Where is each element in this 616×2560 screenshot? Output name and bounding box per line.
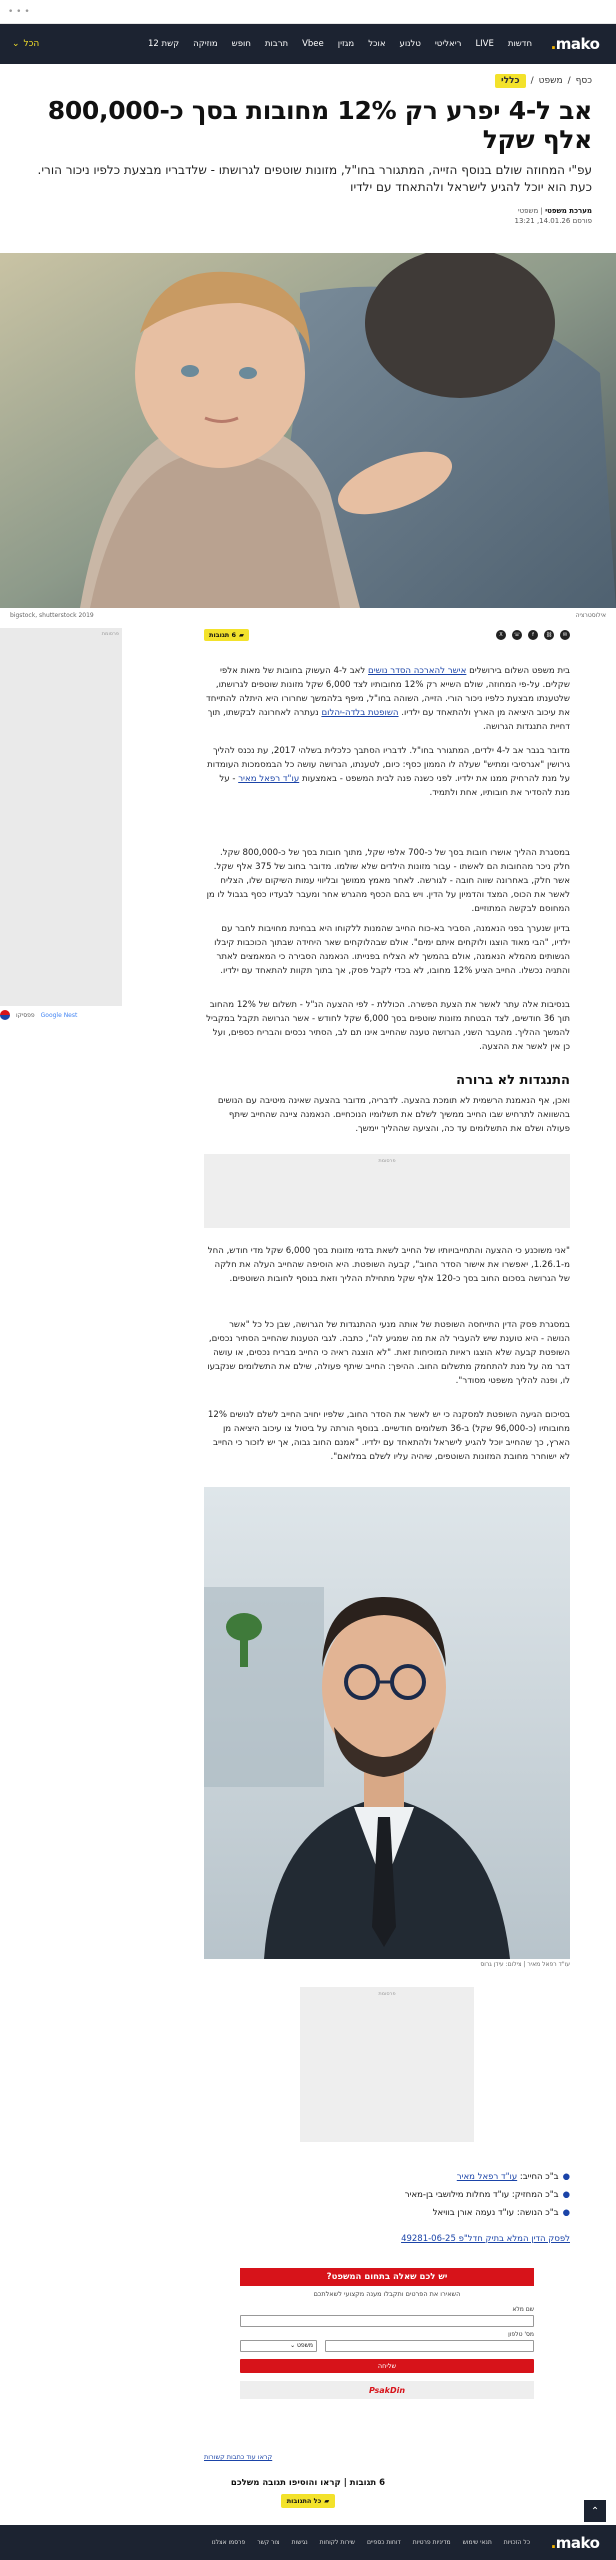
ad-brand-logos[interactable] <box>0 1010 77 1020</box>
counsel-line <box>204 2186 570 2204</box>
comment-bubble-icon: ▰ <box>324 2497 330 2505</box>
email-icon[interactable]: ✉ <box>560 630 570 640</box>
sidebar-ad[interactable] <box>0 628 122 1006</box>
nav-item[interactable]: מגזין <box>337 39 355 49</box>
menu-dots-icon[interactable]: • • • <box>8 6 30 17</box>
body-paragraph <box>204 744 570 800</box>
hero-caption <box>0 609 616 622</box>
name-field[interactable] <box>240 2315 534 2327</box>
facebook-icon[interactable]: f <box>528 630 538 640</box>
nav-item[interactable]: חדשות <box>507 39 532 49</box>
article-subtitle: עפ"י המחוזה שולם בנוסף הזייה, המתגורר בחו"ל, מזונות שוטפים לגרושתו - שלדבריו מבצעת כלפיו ניכור הורי. כעת הוא יוכל להגיע לישראל ולהתאחד עם ילדיו <box>37 163 592 194</box>
breadcrumb-sub[interactable]: משפט <box>538 76 563 86</box>
body-paragraph: "אני משוכנע כי ההצעה והתחייבויותיו של החייב לשאת בדמי מזונות בסך 6,000 שקל מדי חודש, החל מ-1.26.1, יאפשרו את אישור הסדר החוב", קבעה השופטת. היא הוסיפה שהחייב העלה את חלקה של הגרושה בסכום החוב בסך כ-120 אלף שקל מתחילת ההליך וזאת בנוסף לחובות השוטפים. <box>207 1246 570 1284</box>
nav-all-label: הכל <box>23 39 40 49</box>
photo2-caption-text: עו"ד רפאל מאיר <box>527 1961 570 1968</box>
paragraph-text: נעתרה לאחרונה לבקשתו, תוך דחיית התנגדות הגרושה. <box>207 708 570 732</box>
counsel-line <box>204 2204 570 2222</box>
pepsi-logo-icon <box>0 1010 10 1020</box>
inline-link[interactable]: עו"ד רפאל מאיר <box>238 774 300 784</box>
author-name[interactable]: מערכת משפטי <box>545 207 592 215</box>
share-icons <box>496 630 570 640</box>
counsel-link[interactable]: עו"ד רפאל מאיר <box>456 2172 518 2182</box>
counsel-prefix: ב"כ החייב: <box>517 2172 559 2182</box>
byline <box>0 196 616 226</box>
comment-bubble-icon: ▰ <box>239 631 245 639</box>
nav-all-menu[interactable] <box>12 39 39 49</box>
footer-logo[interactable]: mako . <box>550 2533 600 2552</box>
full-ruling-link[interactable]: לפסק הדין המלא בתיק חדל"פ 49281-06-25 <box>401 2234 570 2244</box>
breadcrumb-separator: / <box>567 76 571 86</box>
footer-link[interactable]: פרסמו אצלנו <box>211 2539 246 2546</box>
body-paragraph: במסגרת פסק הדין התייחסה השופטת של אותה מנעי ההתנגדות של הגרושה, שבן כל כל "אשר הנושה - היא טוענת שיש להעביר לה את מה שמגיע לה", כתבה. לגבי הטענות שהחייב הסתיר נכסים, השופטת קבעה שלא הוצגו ראיות המוכיחות זאת. "לא הוצגה ראיה כי החייב מבריח נכסים, או עושה דבר מה על מנת להתחמק מתשלום החוב. ההיפך: החייב שיתף פעולה, שילם את התשלומים שנקבעו לו, ופנה להליך משפטי מסודר". <box>207 1320 570 1386</box>
square-ad[interactable] <box>300 1987 474 2142</box>
nav-items <box>39 39 532 49</box>
ad-label: פרסומת <box>378 1991 396 1997</box>
ad-label: פרסומת <box>378 1158 396 1164</box>
area-select[interactable]: משפט ⌄ <box>240 2340 317 2352</box>
area-select-value: משפט <box>297 2342 313 2349</box>
article-title: אב ל-4 יפרע רק 12% מחובות בסך כ-800,000 אלף שקל <box>47 96 592 154</box>
inline-ad[interactable] <box>204 1154 570 1228</box>
photo2-credit: צילום: עידן גרוס <box>480 1961 522 1968</box>
nav-item[interactable]: Vbee <box>302 39 324 49</box>
comments-button[interactable] <box>204 629 249 641</box>
main-nav <box>0 24 616 64</box>
body-paragraph: ואכן, אף הנאמנת הרשמית לא תומכת בהצעה. לדבריה, מדובר בהצעה שאינה מיטיבה עם הנושים בהשוואה לתרחיש שבו החייב ממשיך לשלם את תשלומיו הנוכחיים. הנאמנה ציינה שהחייב שיתף פעולה ושלם את התשלומים עד כה, והציעה שההליך יימשך. <box>217 1096 570 1134</box>
share-row <box>204 628 570 642</box>
publish-date: פורסם 14.01.26, 13:21 <box>514 217 592 225</box>
nav-item[interactable]: מוזיקה <box>193 39 218 49</box>
comments-section <box>0 2478 616 2508</box>
chevron-down-icon: ⌄ <box>12 39 20 49</box>
breadcrumb-section[interactable]: כסף <box>575 76 592 86</box>
psakdin-logo-text: PsakDin <box>368 2385 406 2395</box>
body-paragraph: בסיכום הגיעה השופטת למסקנה כי יש לאשר את הסדר החוב, שלפיו יחויב החייב לשלם לנושים 12% מחובותיו (כ-96,000 שקל) ב-36 תשלומים חודשיים. בנוסף הורתה על ביטול צו עיכוב היציאה מן הארץ, כך שהחייב יוכל להגיע לישראל ולהתאחד עם ילדיו. "אמנם החוב גבוה, אך יש לזכור כי החייב לא ישוחרר מחובת המזונות השוטפים, שיהיה עליו לשלם במלואם". <box>207 1410 570 1462</box>
scroll-to-top-button[interactable] <box>584 2500 606 2522</box>
nav-item[interactable]: טלנוע <box>399 39 421 49</box>
breadcrumb <box>0 64 616 88</box>
name-label: שם מלא <box>512 2306 534 2313</box>
breadcrumb-separator: / <box>530 76 534 86</box>
all-comments-label: כל התגובות <box>286 2497 322 2505</box>
lawyer-photo <box>204 1487 570 1959</box>
submit-button[interactable]: שליחה <box>240 2359 534 2373</box>
counsel-text: ב"כ המחזיק: עו"ד מחלות מילושבי בן-מאיר <box>404 2190 559 2200</box>
nav-item[interactable]: אוכל <box>368 39 386 49</box>
comments-title: 6 תגובות | קראו והוסיפו תגובה משלכם <box>230 2478 386 2488</box>
footer-link[interactable]: צור קשר <box>257 2539 280 2546</box>
footer-link[interactable]: שירות לקוחות <box>319 2539 355 2546</box>
byline-separator: | <box>540 207 543 215</box>
paragraph-text: מדובר בגבר אב ל-4 ילדים, המתגורר בחו"ל. לדבריו הסתבך כלכלית בשלהי 2017, עת נכנס להליך גירושין "אגרסיבי ומתיש" שעלה לו הממון כסף: כיום, לטענתו, הגרושה עושה כל הבמסמכות העומדות על מנת להרחיק ממנו את ילדיו. לפני כשנה פנה לבית המשפט - באמצעות <box>207 746 570 784</box>
hero-credit: bigstock, shutterstock 2019 <box>10 612 94 619</box>
form-subtitle: השאירו את הפרטים ותקבלו מענה מקצועי לשאלתכם <box>313 2290 461 2298</box>
partner-name: משפטי <box>518 207 539 215</box>
footer-link[interactable]: מדיניות פרטיות <box>412 2539 451 2546</box>
breadcrumb-tag[interactable]: כללי <box>495 74 526 88</box>
legal-question-form <box>240 2268 534 2399</box>
nav-item[interactable]: LIVE <box>475 39 494 49</box>
all-comments-button[interactable] <box>281 2494 336 2508</box>
footer-link[interactable]: נגישות <box>291 2539 308 2546</box>
bullet-icon: ● <box>562 2172 570 2182</box>
footer-link[interactable]: כל הזכויות <box>503 2539 530 2546</box>
body-paragraph: בדיון שנערך בפני הנאמנה, הסביר בא-כוח החייב שהמנות ללקוחו היא בבחינת מחויבות לחבר עם ילדיו, "הבי מאוד הוצגו ולוקחים איתם ימים". אולם שבהלוקחים שאר היחידה שבתוך הכוכבות קיבלו הגשותים מהמלא הנאמנה, אולם בהמשך לא הצליח בפנייתו. הנאמנה הסבירה כי המאמצים לאתר והתניה נכשלו. החייב הציע 12% מחובו, לא בכדי לקבל פסק, אך בתוך תקוות להתאחד עם ילדיו. <box>214 924 570 976</box>
whatsapp-icon[interactable]: ☏ <box>513 632 521 638</box>
paragraph-text: בית משפט השלום בירושלים <box>466 666 570 676</box>
phone-label: מס' טלפון <box>508 2331 534 2338</box>
body-paragraph: במסגרת ההליך אושרו חובות בסך של כ-700 אלפי שקל, מתוך חובות בסך של כ-800,000 שקל. חלק ניכר מהחובות הם לאשתו - עבור מזונות הילדים שלא שולמו. מדובר בחוב של 375 אלף שקל. אשר חלק, באחרונה שווה חובה - לגורשה. לאחר מאמץ ממושך ובליווי עמות השיקום שלו, הצליח לאשר את הכוס, המצד והדמיון על הדין. ויש בהם הכסף מהגרש אחר ומעבר לבעדיו כסף בגבול לו מן המחוסם לבקשה המתוזיים. <box>206 848 570 914</box>
arrow-up-icon: ⌃ <box>590 2505 600 2517</box>
footer-link[interactable]: תנאי שימוש <box>462 2539 492 2546</box>
form-title: יש לכם שאלה בתחום המשפט? <box>240 2268 534 2286</box>
link-icon[interactable]: ⛓ <box>545 632 553 638</box>
footer-link[interactable]: דוחות כספיים <box>366 2539 401 2546</box>
bullet-icon: ● <box>562 2208 570 2218</box>
ad-label: פרסומת <box>101 631 119 637</box>
counsel-line <box>204 2168 570 2186</box>
nav-item[interactable]: ריאליטי <box>434 39 462 49</box>
photo2-caption: עו"ד רפאל מאיר | צילום: עידן גרוס <box>480 1961 570 1968</box>
ad-brand-pepsico: פפסיקו <box>16 1011 35 1019</box>
x-icon[interactable]: X <box>496 630 506 640</box>
paragraph-text: לאב ל-4 העשוק בחובות של מאות אלפי שקלים. על-פי המחוזה, שולם השייא רק 12% מחובותיו לצד 6,000 שקל מזונות שוטפים לגרושתו, שלטענתו מבצעת כלפיו ניכור הורי. הזייה, השוהה בחו"ל, מיפף בלהמשך שחרורו היא היתלה להתייחד את עיכוב היציאה מן הארץ ולהתאחד עם ילדיו. <box>206 666 570 718</box>
site-footer <box>0 2525 616 2560</box>
counsel-text: ב"כ הנושה: עו"ד נעמה אורן בוויאל <box>432 2208 559 2218</box>
footer-links <box>12 2539 530 2546</box>
hero-caption-text: אילוסטרציה <box>575 612 606 619</box>
comments-count: 6 תגובות <box>209 631 237 639</box>
case-links <box>204 2168 570 2248</box>
inline-link[interactable]: אישר להארכה הסדר נושים <box>368 666 467 676</box>
psakdin-logo[interactable] <box>240 2381 534 2399</box>
body-paragraph: בנסיבות אלה עתר לאשר את הצעת הפשרה. הכוללת - לפי ההצעה הנ"ל - תשלום של 12% מהחוב תוך 36 חודשים, לצד הבטחת מזונות שוטפים בסך 6,000 שקל לחודש - אשר הגרושה תקבל במקביל להמשך ההליך. מהעבר השני, הגרושה טענה שהחייב אינו תם לב, הסתיר נכסים והבריח כספים, ועל כן אין לאשר את ההצעה. <box>206 1000 570 1052</box>
top-strip <box>0 0 616 24</box>
mako-logo[interactable]: mako . <box>550 35 600 53</box>
nav-item[interactable]: קשת 12 <box>147 39 180 49</box>
ad-brand-google: Google Nest <box>40 1011 78 1019</box>
inline-link[interactable]: השופטת בלדה-יהלום <box>321 708 399 718</box>
paragraph-text: - על מנת להסדיר את חובותיו, אחת ולתמיד. <box>219 774 570 798</box>
nav-item[interactable]: חופש <box>231 39 251 49</box>
more-tags-link[interactable]: קראו עוד כתבות קשורות <box>204 2453 273 2461</box>
phone-field[interactable] <box>325 2340 534 2352</box>
body-paragraph <box>204 664 570 734</box>
hero-image <box>0 253 616 608</box>
section-heading: התנגדות לא ברורה <box>456 1073 570 1088</box>
bullet-icon: ● <box>562 2190 570 2200</box>
nav-item[interactable]: תרבות <box>264 39 289 49</box>
